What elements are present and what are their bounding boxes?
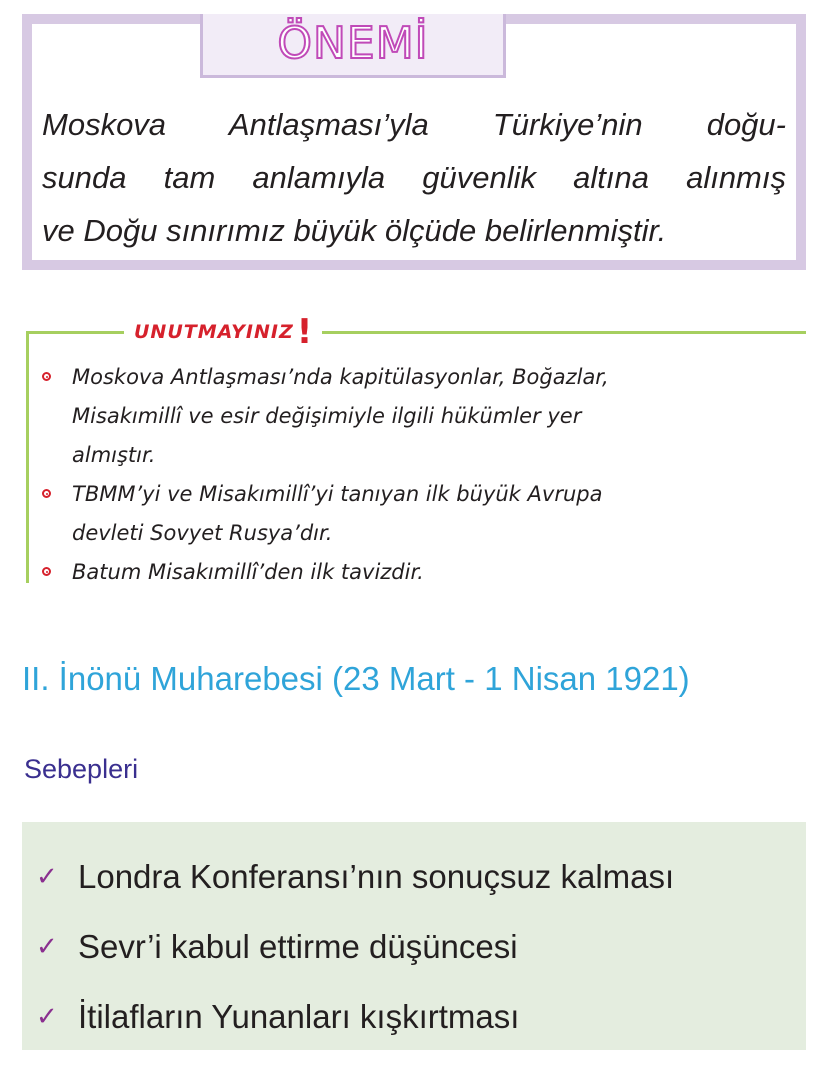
reason-text: Sevr’i kabul ettirme düşüncesi	[78, 928, 518, 965]
list-item	[42, 475, 802, 553]
bullet-icon	[42, 567, 51, 576]
onemi-title-tab	[200, 14, 506, 78]
reasons-box	[22, 822, 806, 1050]
section-title: II. İnönü Muharebesi (23 Mart - 1 Nisan 1921)	[22, 660, 690, 697]
reason-item	[22, 982, 806, 1052]
reason-item	[22, 842, 806, 912]
unutmayiniz-title: UNUTMAYINIZ	[134, 321, 294, 343]
reason-text: İtilafların Yunanları kışkırtması	[78, 998, 520, 1035]
unutmayiniz-left-rule	[26, 331, 29, 583]
unutmayiniz-list	[42, 358, 802, 592]
list-item-line: almıştır.	[72, 443, 156, 467]
reason-item	[22, 912, 806, 982]
list-item-line: devleti Sovyet Rusya’dır.	[72, 521, 333, 545]
list-item-line: Misakımillî ve esir değişimiyle ilgili hükümler yer	[72, 404, 582, 428]
onemi-text	[42, 98, 786, 257]
list-item	[42, 553, 802, 592]
list-item	[42, 358, 802, 475]
onemi-line: Moskova Antlaşması’yla Türkiye’nin doğu-	[42, 107, 786, 142]
list-item-line: Batum Misakımillî’den ilk tavizdir.	[72, 560, 424, 584]
bullet-icon	[42, 372, 51, 381]
list-item-line: Moskova Antlaşması’nda kapitülasyonlar, Boğazlar,	[72, 365, 609, 389]
unutmayiniz-box	[26, 312, 806, 584]
onemi-line: sunda tam anlamıyla güvenlik altına alınmış	[42, 160, 786, 195]
exclamation-icon: !	[296, 312, 313, 352]
bullet-icon	[42, 489, 51, 498]
reason-text: Londra Konferansı’nın sonuçsuz kalması	[78, 858, 675, 895]
check-icon: ✓	[36, 932, 58, 962]
onemi-line: ve Doğu sınırımız büyük ölçüde belirlenmiştir.	[42, 213, 667, 248]
check-icon: ✓	[36, 1002, 58, 1032]
list-item-line: TBMM’yi ve Misakımillî’yi tanıyan ilk büyük Avrupa	[72, 482, 603, 506]
onemi-inner	[32, 18, 796, 260]
section-subtitle: Sebepleri	[24, 754, 139, 784]
onemi-title: ÖNEMİ	[277, 18, 429, 69]
check-icon: ✓	[36, 862, 58, 892]
onemi-box	[22, 14, 806, 270]
unutmayiniz-header	[124, 312, 322, 352]
